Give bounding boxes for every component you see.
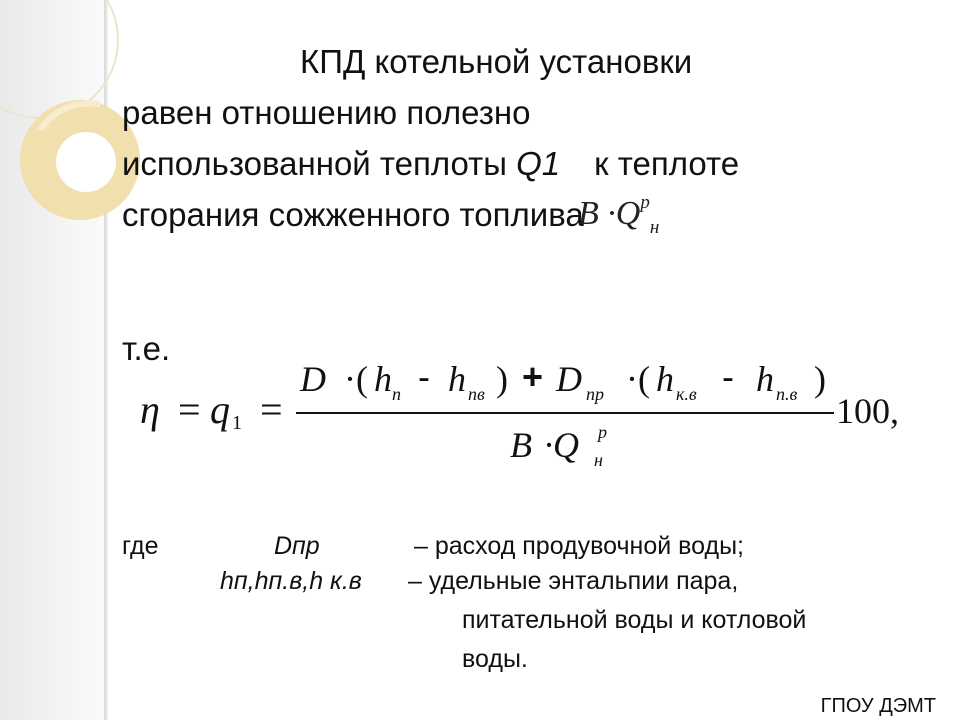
para-line-4: сгорания сожженного топлива [122, 196, 584, 233]
te-label: т.е. [122, 330, 171, 367]
num-d: D [300, 359, 326, 399]
num-minus-2: - [722, 356, 734, 397]
para-line-3 [122, 138, 922, 189]
where-definition-2: – удельные энтальпии пара, [408, 567, 739, 595]
equals-sign-2: = [260, 387, 283, 432]
ring-hole [56, 132, 116, 192]
equals-sign-1: = [178, 387, 201, 432]
num-minus-1: - [418, 356, 430, 397]
where-definition-2-cont-1: питательной воды и котловой [462, 606, 807, 634]
num-h1: h [374, 359, 392, 399]
efficiency-formula [0, 340, 960, 480]
num-dpr: D [556, 359, 582, 399]
num-plus: + [522, 356, 544, 397]
overlay-bq-main: B ·Q [578, 195, 641, 232]
footer-institution: ГПОУ ДЭМТ [820, 695, 936, 717]
where-definition-2-cont-2: воды. [462, 645, 528, 673]
where-label: где [122, 532, 159, 560]
formula-tail: 100, [836, 391, 899, 431]
overlay-bq-sub: н [649, 217, 660, 238]
num-h4-subscript: п.в [776, 384, 798, 404]
q-subscript: 1 [232, 412, 242, 434]
fuel-heat-expression [578, 192, 659, 239]
where-definition-1: – расход продувочной воды; [414, 532, 745, 560]
where-term-1: Dпр [274, 532, 320, 560]
num-dpr-subscript: пр [586, 384, 604, 404]
num-dot-open-1: ·( [344, 359, 368, 399]
den-b: B [510, 425, 532, 465]
overlay-bq-sup: р [640, 192, 650, 213]
den-dot-q: ·Q [544, 425, 579, 465]
num-close-1: ) [496, 359, 508, 399]
decorative-rings [0, 0, 140, 320]
num-dot-open-2: ·( [626, 359, 650, 399]
num-h3-subscript: к.в [676, 384, 697, 404]
num-h2-subscript: пв [468, 384, 485, 404]
num-h1-subscript: п [392, 384, 401, 404]
q1-symbol: Q1 [516, 145, 561, 182]
para-line-3-start: использованной теплоты [122, 145, 507, 182]
num-h4: h [756, 359, 774, 399]
para-line-3-end: к теплоте [594, 145, 740, 182]
q-symbol: q [210, 387, 230, 432]
eta-symbol: η [140, 387, 160, 432]
para-line-1: КПД котельной установки [300, 43, 693, 80]
den-subscript: н [594, 450, 603, 470]
den-superscript: p [598, 422, 607, 442]
num-close-2: ) [814, 359, 826, 399]
num-h3: h [656, 359, 674, 399]
outer-ring-arc [0, 0, 118, 118]
where-term-2: hп,hп.в,h к.в [220, 567, 362, 595]
num-h2: h [448, 359, 466, 399]
fraction-bar [296, 412, 834, 414]
intro-paragraph [122, 36, 922, 240]
para-line-2: равен отношению полезно [122, 94, 531, 131]
